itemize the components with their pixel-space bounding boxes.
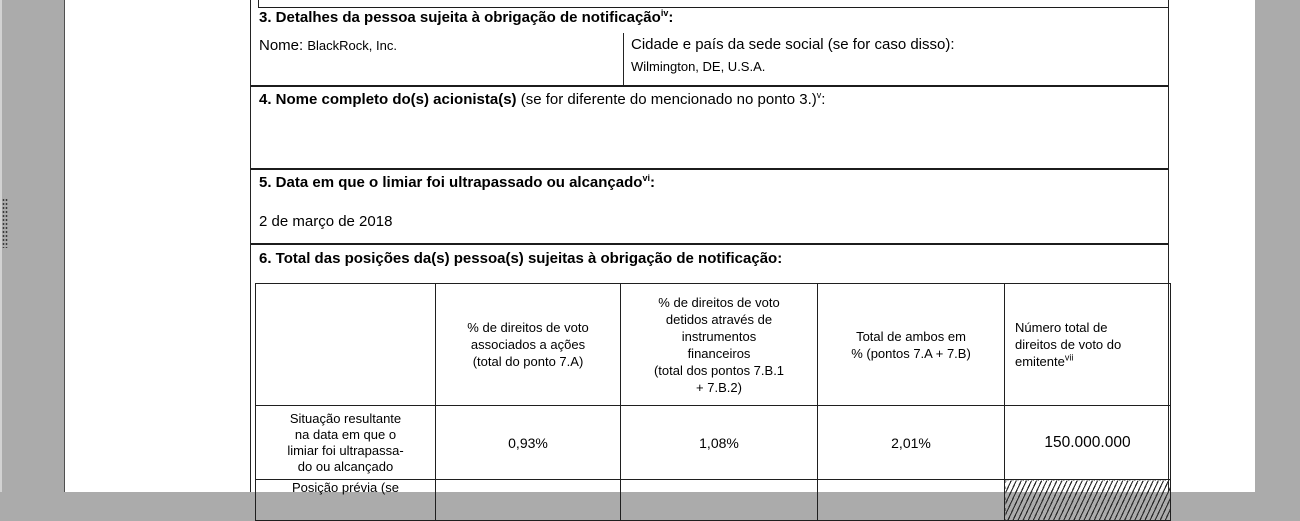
- document-page: [64, 0, 1255, 495]
- table-header-row: [256, 284, 1171, 406]
- header-voting-rights-instruments: [621, 284, 818, 406]
- header-line: % de direitos de voto: [467, 320, 589, 335]
- row-label-previous-position: [256, 480, 436, 521]
- section-3-footnote-mark: iv: [660, 8, 669, 18]
- row-label-resulting-situation: [256, 406, 436, 480]
- section-5-footnote-mark: vi: [642, 173, 650, 183]
- header-footnote-mark: vii: [1064, 352, 1074, 363]
- value-voting-rights-instruments: 1,08%: [621, 406, 818, 480]
- city-label: Cidade e país da sede social (se for caso disso):: [631, 36, 955, 53]
- header-total-voting-rights-issuer: [1005, 284, 1171, 406]
- threshold-date-value: 2 de março de 2018: [259, 213, 393, 230]
- section-3-cell-divider: [623, 33, 624, 85]
- header-line: (total do ponto 7.A): [472, 354, 584, 369]
- positions-table: [255, 283, 1171, 521]
- value-total-voting-rights-issuer: 150.000.000: [1005, 406, 1171, 480]
- divider-s4-s5: [251, 168, 1168, 170]
- header-line: direitos de voto do: [1015, 337, 1122, 352]
- section-5-title-colon: :: [649, 174, 655, 191]
- section-3-title-colon: :: [668, 9, 674, 26]
- row-label-line: Situação resultante: [289, 410, 402, 426]
- header-line: [1015, 353, 1166, 370]
- header-line-text: emitente: [1015, 354, 1065, 369]
- section-4-title: [259, 90, 825, 109]
- header-line: % de direitos de voto: [658, 294, 780, 310]
- row-label-line: do ou alcançado: [297, 458, 394, 474]
- section-4-title-regular: (se for diferente do mencionado no ponto 3.): [516, 91, 817, 108]
- header-line: (total dos pontos 7.B.1: [653, 362, 785, 378]
- header-total-both: [818, 284, 1005, 406]
- header-line: associados a ações: [470, 337, 586, 352]
- table-row-previous-position: [256, 480, 1171, 521]
- row-label-line: na data em que o: [294, 426, 397, 442]
- row-label-line: limiar foi ultrapassa-: [287, 442, 404, 458]
- header-line: financeiros: [687, 345, 751, 361]
- header-empty-cell: [256, 284, 436, 406]
- header-line: Total de ambos em: [856, 328, 966, 344]
- value-voting-rights-shares: 0,93%: [436, 406, 621, 480]
- row-label-line: Posição prévia (se: [292, 480, 399, 495]
- section-4-title-bold: 4. Nome completo do(s) acionista(s): [259, 91, 517, 108]
- value-total-both: 2,01%: [818, 406, 1005, 480]
- table-row-resulting-situation: [256, 406, 1171, 480]
- name-value: BlackRock, Inc.: [307, 38, 397, 53]
- section-5-title-text: 5. Data em que o limiar foi ultrapassado ou alcançado: [259, 174, 643, 191]
- divider-s3-s4: [251, 85, 1168, 87]
- section-4-title-colon: :: [821, 91, 826, 108]
- header-line: Número total de: [1015, 320, 1108, 335]
- header-line: instrumentos: [681, 328, 757, 344]
- city-value: Wilmington, DE, U.S.A.: [631, 59, 766, 74]
- section-4-footnote-mark: v: [816, 90, 822, 100]
- previous-section-border-stub: [258, 0, 259, 7]
- section-3-title-text: 3. Detalhes da pessoa sujeita à obrigação de notificação: [259, 9, 661, 26]
- empty-cell: [436, 480, 621, 521]
- header-voting-rights-shares: [436, 284, 621, 406]
- section-3-title: [259, 8, 673, 27]
- name-label: Nome:: [259, 37, 304, 54]
- header-line: + 7.B.2): [696, 379, 742, 395]
- city-field: [631, 34, 955, 78]
- section-6-title: 6. Total das posições da(s) pessoa(s) sujeitas à obrigação de notificação:: [259, 250, 783, 267]
- empty-cell: [818, 480, 1005, 521]
- section-5-title: [259, 173, 655, 192]
- dotted-drag-handle[interactable]: [2, 198, 8, 248]
- header-line: % (pontos 7.A + 7.B): [851, 345, 971, 361]
- divider-s5-s6: [251, 243, 1168, 245]
- name-field: [259, 36, 397, 55]
- header-line: detidos através de: [665, 311, 773, 327]
- hatched-cell: [1005, 480, 1171, 521]
- notification-form: [250, 0, 1169, 495]
- empty-cell: [621, 480, 818, 521]
